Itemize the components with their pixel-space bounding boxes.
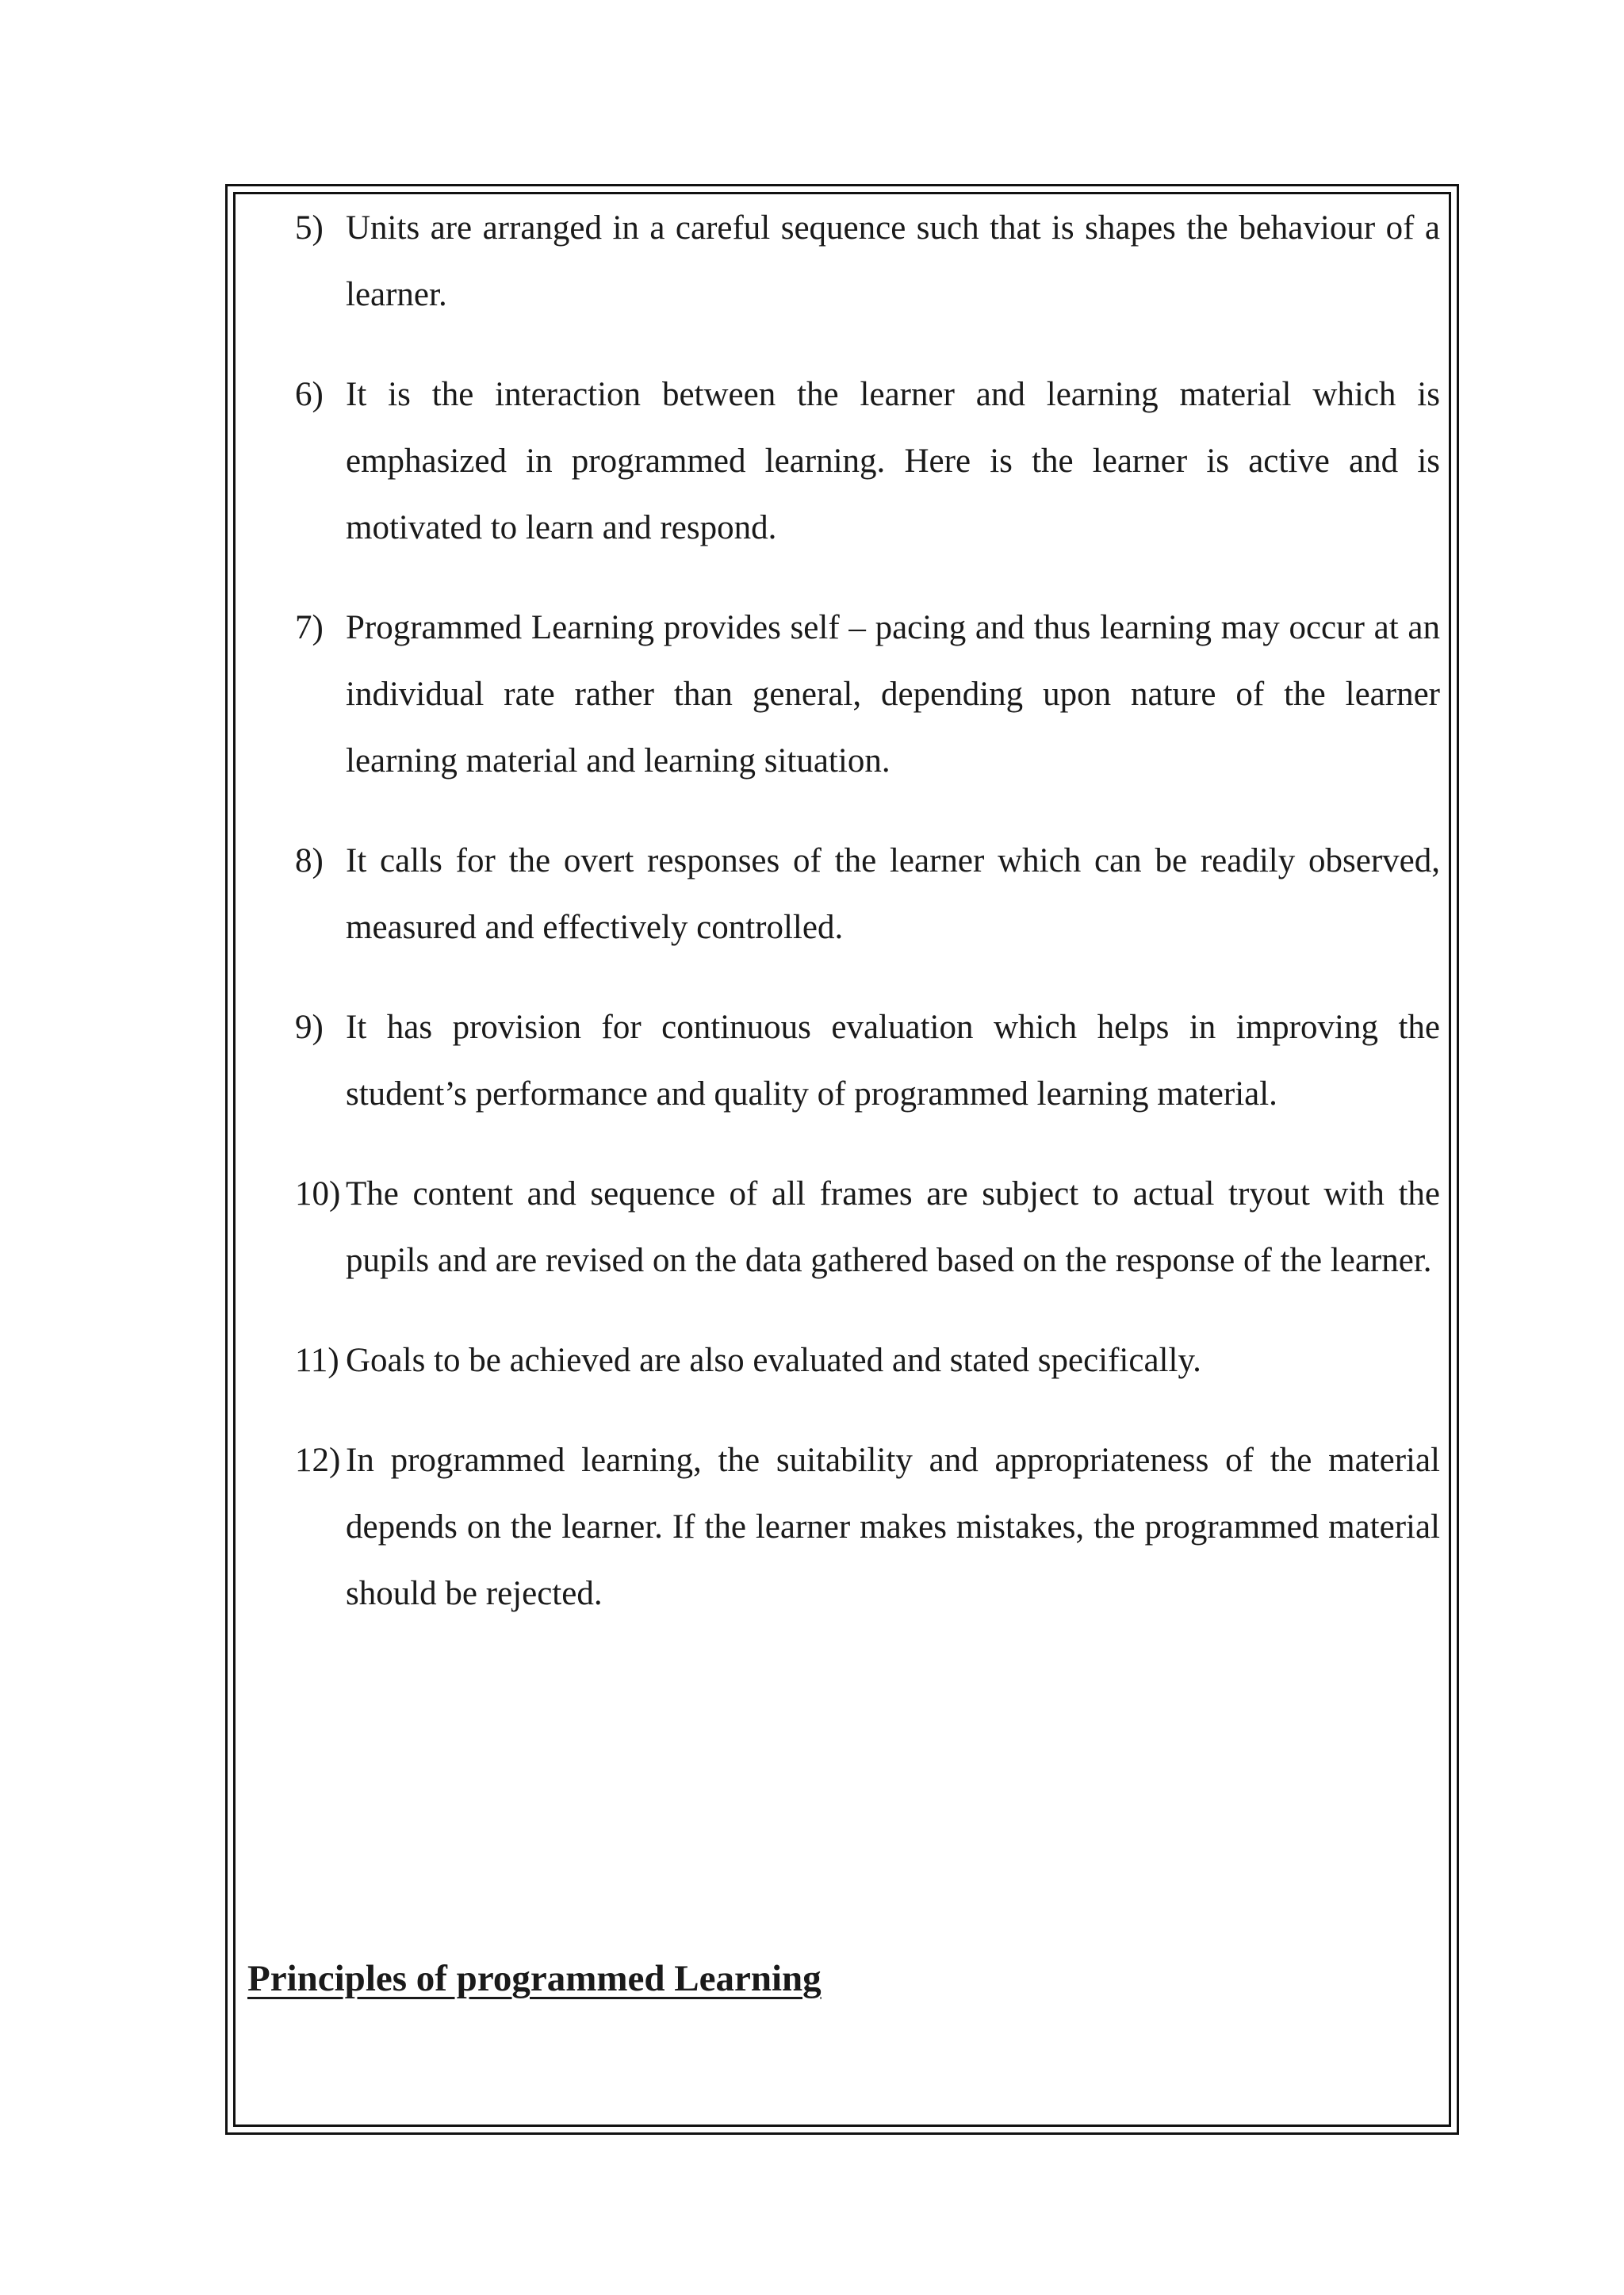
section-heading: Principles of programmed Learning (247, 1958, 822, 1999)
item-text: It calls for the overt responses of the learner which can be readily observed, measured and effectively controlled. (346, 842, 1440, 946)
list-item (295, 1161, 1440, 1294)
item-text: The content and sequence of all frames are subject to actual tryout with the pupils and are revised on the data gathered based on the response of the learner. (346, 1175, 1440, 1279)
list-item (295, 362, 1440, 561)
list-item (295, 595, 1440, 795)
list-item (295, 994, 1440, 1128)
item-text: Programmed Learning provides self – pacing and thus learning may occur at an individual rate rather than general, depending upon nature of the learner learning material and learning situation. (346, 609, 1440, 780)
numbered-list (295, 195, 1440, 1661)
item-number: 7) (295, 609, 324, 646)
list-item (295, 828, 1440, 961)
item-text: It is the interaction between the learner and learning material which is emphasized in programmed learning. Here is the learner is active and is motivated to learn and respond. (346, 376, 1440, 546)
list-item (295, 1328, 1440, 1394)
item-number: 9) (295, 1009, 324, 1046)
item-number: 12) (295, 1442, 341, 1479)
item-text: In programmed learning, the suitability and appropriateness of the material depends on the learner. If the learner makes mistakes, the programmed material should be rejected. (346, 1442, 1440, 1612)
item-number: 8) (295, 842, 324, 879)
item-text: Units are arranged in a careful sequence such that is shapes the behaviour of a learner. (346, 209, 1440, 313)
item-text: Goals to be achieved are also evaluated and stated specifically. (346, 1342, 1201, 1379)
item-text: It has provision for continuous evaluation which helps in improving the student’s performance and quality of programmed learning material. (346, 1009, 1440, 1113)
list-item (295, 1427, 1440, 1627)
item-number: 5) (295, 209, 324, 247)
list-item (295, 195, 1440, 328)
item-number: 11) (295, 1342, 339, 1379)
item-number: 10) (295, 1175, 341, 1213)
item-number: 6) (295, 376, 324, 413)
